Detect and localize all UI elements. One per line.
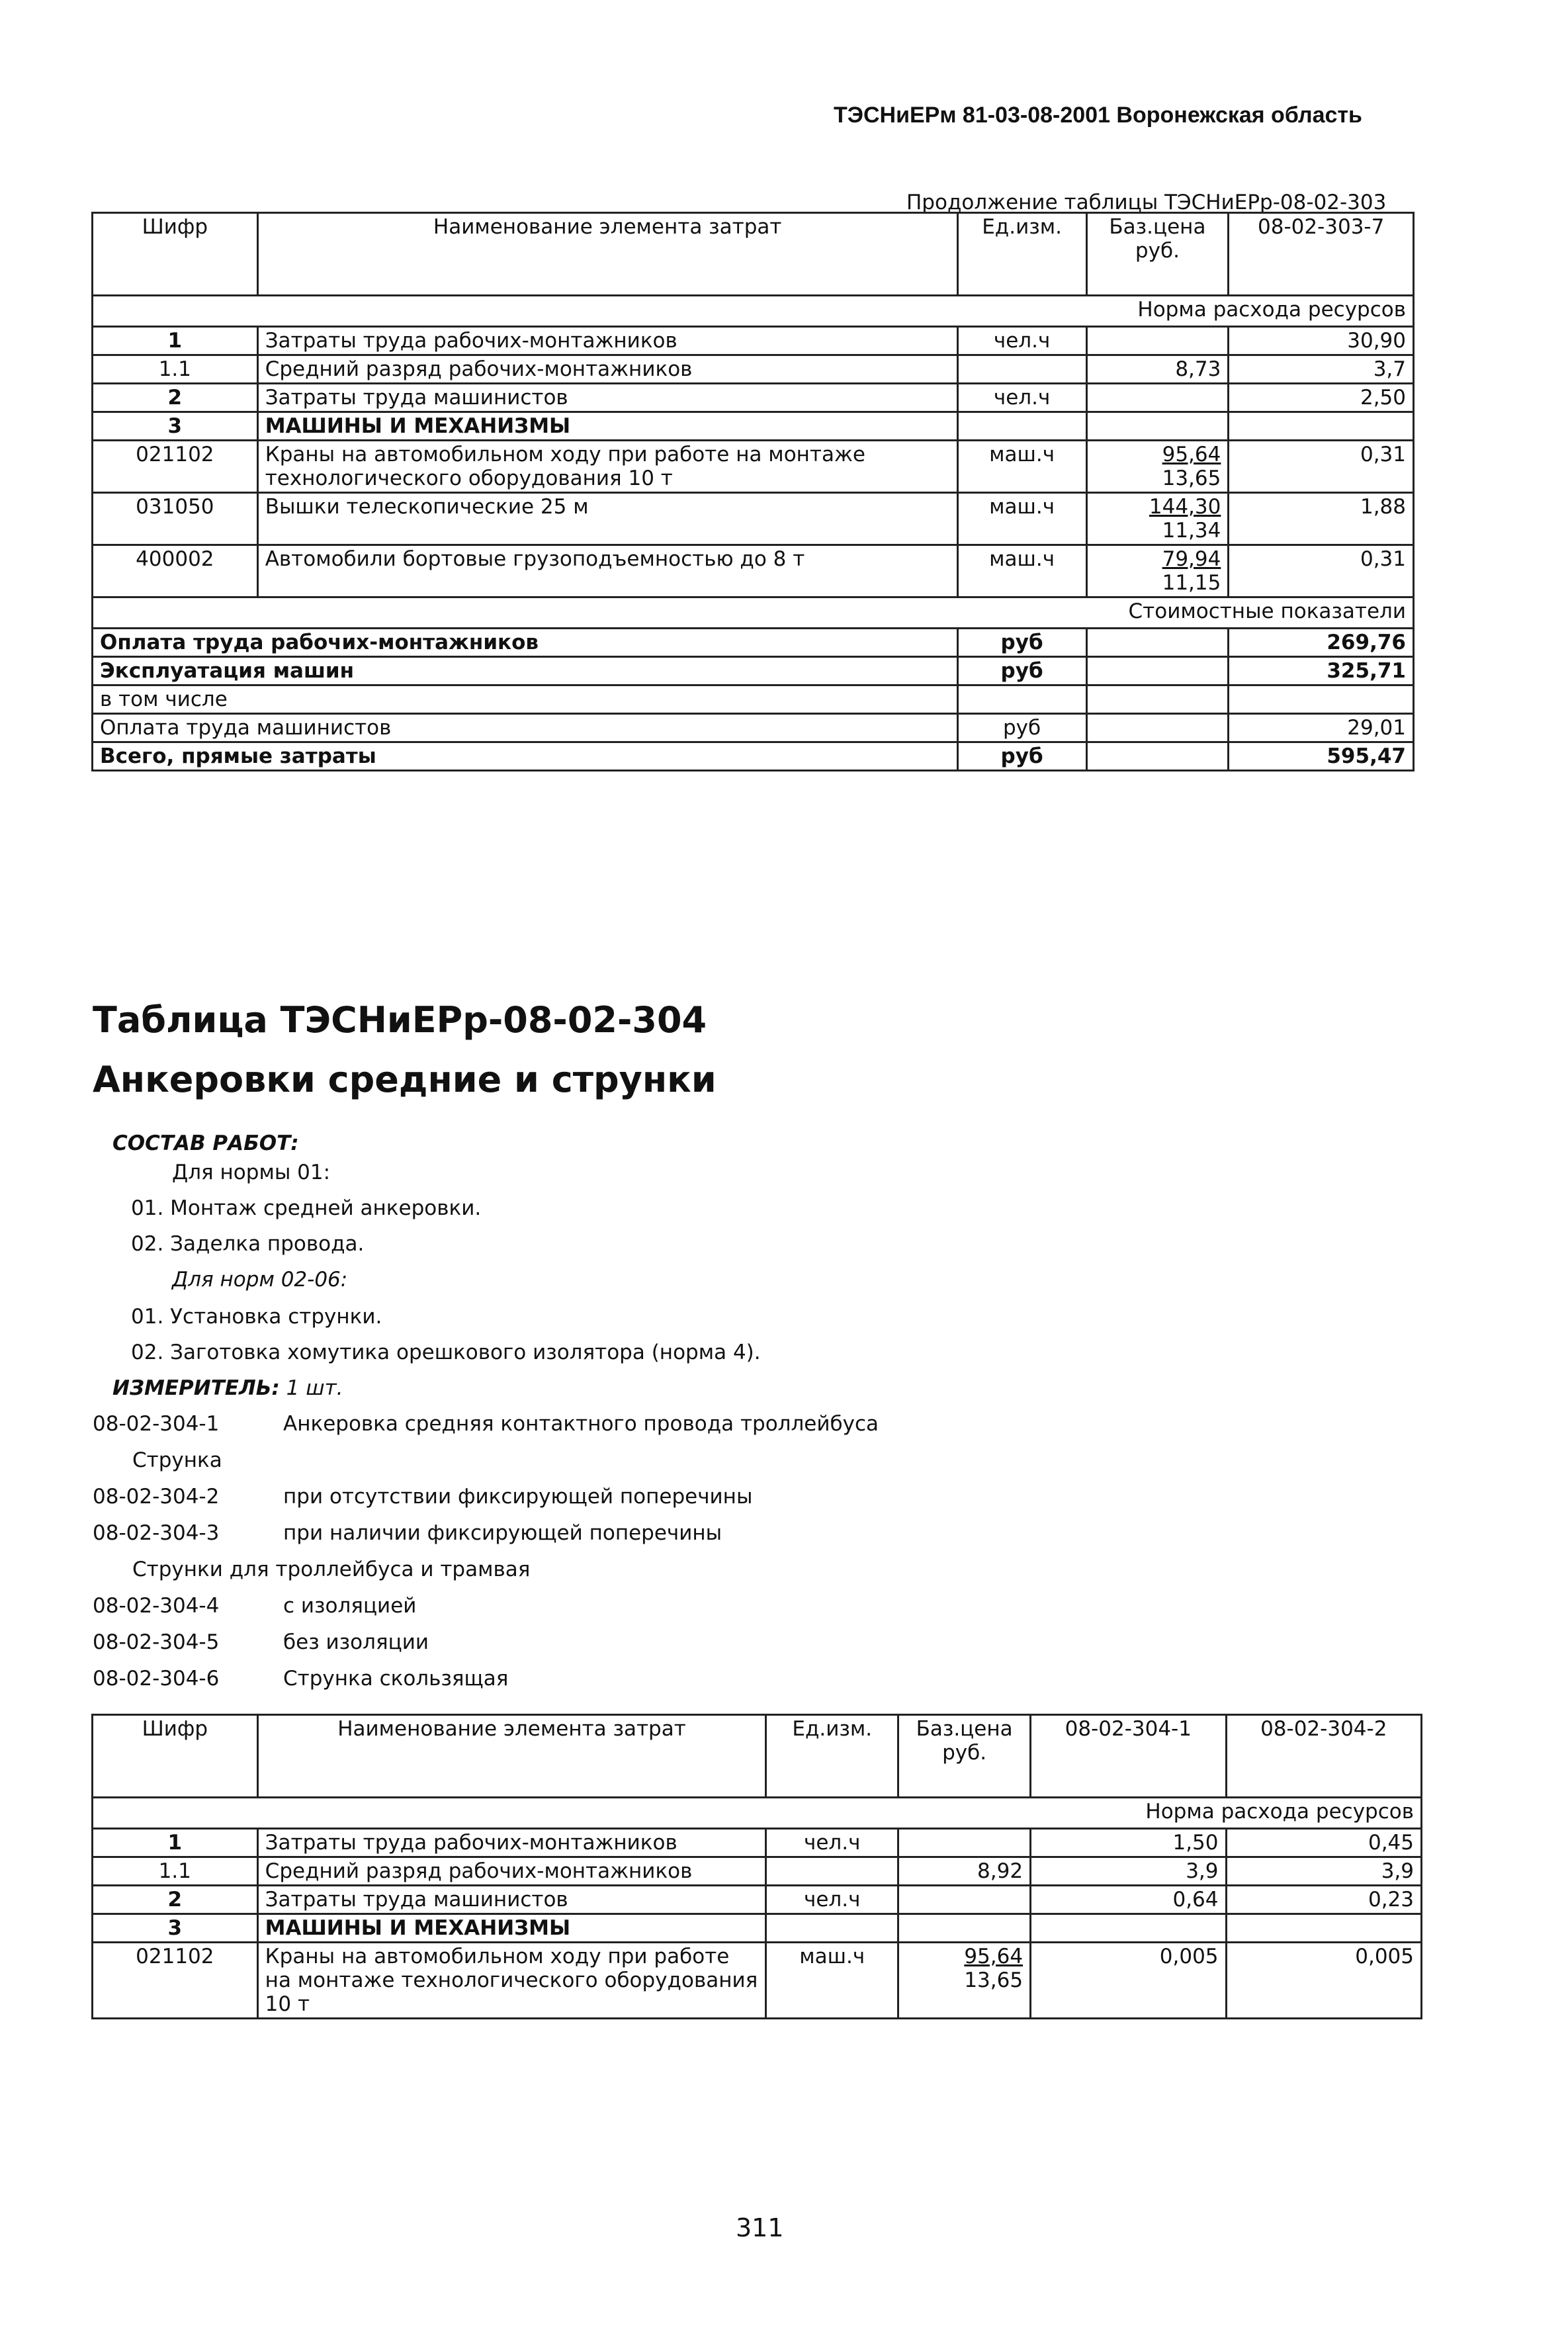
col-norm-header: 08-02-303-7: [1229, 213, 1414, 296]
row-value-1: 1,50: [1031, 1829, 1226, 1857]
row-value-2: 3,9: [1226, 1857, 1421, 1886]
col-name-header: Наименование элемента затрат: [257, 1715, 766, 1798]
cost-name: Всего, прямые затраты: [93, 742, 958, 771]
norm-text: без изоляции: [283, 1630, 429, 1654]
table-row: [93, 1914, 1422, 1943]
cost-empty: [1086, 657, 1229, 685]
row-value-1: 3,9: [1031, 1857, 1226, 1886]
norm-code: 08-02-304-4: [93, 1594, 220, 1618]
cost-name: Эксплуатация машин: [93, 657, 958, 685]
row-unit: [766, 1914, 898, 1943]
row-unit: чел.ч: [957, 327, 1086, 355]
row-unit: чел.ч: [957, 384, 1086, 412]
table-subtitle: Анкеровки средние и струнки: [93, 1059, 717, 1100]
row-name: Затраты труда машинистов: [257, 1886, 766, 1914]
price-main: 144,30: [1149, 495, 1221, 519]
row-value: 0,31: [1229, 545, 1414, 597]
row-name: Средний разряд рабочих-монтажников: [257, 355, 957, 384]
cost-unit: руб: [957, 629, 1086, 657]
row-code: 021102: [93, 1943, 258, 2019]
norm01-item: 02. Заделка провода.: [131, 1232, 365, 1256]
norm01-item: 01. Монтаж средней анкеровки.: [131, 1196, 482, 1220]
price-main: 95,64: [964, 1945, 1024, 1968]
table-row: [93, 355, 1414, 384]
norm-code: 08-02-304-1: [93, 1412, 220, 1436]
row-code: 1.1: [93, 355, 258, 384]
col-price-header: Баз.цена руб.: [898, 1715, 1031, 1798]
row-code: 2: [93, 384, 258, 412]
row-price: [898, 1857, 1031, 1886]
row-unit: маш.ч: [766, 1943, 898, 2019]
table-row: [93, 412, 1414, 441]
row-unit: маш.ч: [957, 441, 1086, 493]
row-price: [1086, 441, 1229, 493]
col-unit-header: Ед.изм.: [766, 1715, 898, 1798]
row-name: Затраты труда рабочих-монтажников: [257, 1829, 766, 1857]
cost-row: [93, 657, 1414, 685]
cost-empty: [1086, 714, 1229, 742]
row-price: [898, 1886, 1031, 1914]
cost-empty: [1086, 685, 1229, 714]
row-name: МАШИНЫ И МЕХАНИЗМЫ: [257, 412, 957, 441]
row-value-2: 0,23: [1226, 1886, 1421, 1914]
norm-code: 08-02-304-6: [93, 1667, 220, 1691]
row-code: 1.1: [93, 1857, 258, 1886]
row-unit: маш.ч: [957, 493, 1086, 545]
table-row: [93, 327, 1414, 355]
norm-text: с изоляцией: [283, 1594, 417, 1618]
row-price: [898, 1914, 1031, 1943]
row-price: [898, 1943, 1031, 2019]
resource-table-303: [91, 212, 1415, 771]
row-value: 1,88: [1229, 493, 1414, 545]
table-title: Таблица ТЭСНиЕРр-08-02-304: [93, 999, 707, 1041]
norm-text: Струнка: [132, 1448, 222, 1472]
table-row: [93, 1943, 1422, 2019]
price-main: 79,94: [1162, 547, 1221, 571]
col-norm1-header: 08-02-304-1: [1031, 1715, 1226, 1798]
price-wage: 11,34: [1162, 519, 1221, 543]
section-row-norms: [93, 1798, 1422, 1829]
row-code: 2: [93, 1886, 258, 1914]
row-unit: маш.ч: [957, 545, 1086, 597]
row-price: [1086, 545, 1229, 597]
row-value-1: [1031, 1914, 1226, 1943]
row-value-2: 0,005: [1226, 1943, 1421, 2019]
price-wage: 11,15: [1162, 571, 1221, 595]
cost-unit: руб: [957, 742, 1086, 771]
table-row: [93, 493, 1414, 545]
norm-text: при наличии фиксирующей поперечины: [283, 1521, 722, 1545]
row-name: Средний разряд рабочих-монтажников: [257, 1857, 766, 1886]
row-name: Вышки телескопические 25 м: [257, 493, 957, 545]
row-name: МАШИНЫ И МЕХАНИЗМЫ: [257, 1914, 766, 1943]
row-unit: чел.ч: [766, 1886, 898, 1914]
row-code: 3: [93, 1914, 258, 1943]
row-unit: чел.ч: [766, 1829, 898, 1857]
table-header-row: [93, 213, 1414, 296]
col-price-header: Баз.цена руб.: [1086, 213, 1229, 296]
resource-table-304: [91, 1714, 1422, 2019]
cost-value: 325,71: [1229, 657, 1414, 685]
section-norms-label: Норма расхода ресурсов: [93, 296, 1414, 327]
table-row: [93, 545, 1414, 597]
row-value-1: 0,64: [1031, 1886, 1226, 1914]
section-row-costs: [93, 597, 1414, 629]
measure-value: 1 шт.: [286, 1376, 343, 1400]
cost-unit: руб: [957, 657, 1086, 685]
section-costs-label: Стоимостные показатели: [93, 597, 1414, 629]
table-row: [93, 1829, 1422, 1857]
row-value: 30,90: [1229, 327, 1414, 355]
cost-name: Оплата труда рабочих-монтажников: [93, 629, 958, 657]
row-name: Автомобили бортовые грузоподъемностью до 8 т: [257, 545, 957, 597]
row-name: Затраты труда машинистов: [257, 384, 957, 412]
cost-name: Оплата труда машинистов: [93, 714, 958, 742]
row-value-2: 0,45: [1226, 1829, 1421, 1857]
norm02-label: Для норм 02-06:: [172, 1268, 348, 1292]
table-header-row: [93, 1715, 1422, 1798]
cost-row: [93, 629, 1414, 657]
row-price: [1086, 384, 1229, 412]
row-value: 0,31: [1229, 441, 1414, 493]
table-continuation-label: Продолжение таблицы ТЭСНиЕРр-08-02-303: [906, 191, 1387, 214]
cost-value: 269,76: [1229, 629, 1414, 657]
norm-code: 08-02-304-3: [93, 1521, 220, 1545]
row-code: 3: [93, 412, 258, 441]
row-name: Краны на автомобильном ходу при работе на монтаже технологического оборудования 10 т: [257, 1943, 766, 2019]
table-row: [93, 384, 1414, 412]
norm02-item: 01. Установка струнки.: [131, 1305, 382, 1329]
row-price: [1086, 355, 1229, 384]
norm-code: 08-02-304-2: [93, 1485, 220, 1509]
norm-text: при отсутствии фиксирующей поперечины: [283, 1485, 753, 1509]
norm-code: 08-02-304-5: [93, 1630, 220, 1654]
row-code: 400002: [93, 545, 258, 597]
section-norms-label: Норма расхода ресурсов: [93, 1798, 1422, 1829]
cost-row: [93, 742, 1414, 771]
cost-value: 29,01: [1229, 714, 1414, 742]
row-value: [1229, 412, 1414, 441]
norm02-item: 02. Заготовка хомутика орешкового изолятора (норма 4).: [131, 1341, 761, 1364]
row-value-2: [1226, 1914, 1421, 1943]
row-price: [1086, 412, 1229, 441]
row-name: Краны на автомобильном ходу при работе на монтаже технологического оборудования 10 т: [257, 441, 957, 493]
col-name-header: Наименование элемента затрат: [257, 213, 957, 296]
cost-empty: [1086, 629, 1229, 657]
cost-row: [93, 714, 1414, 742]
cost-name: в том числе: [93, 685, 958, 714]
row-code: 1: [93, 1829, 258, 1857]
row-value: 3,7: [1229, 355, 1414, 384]
row-code: 021102: [93, 441, 258, 493]
cost-value: [1229, 685, 1414, 714]
row-value: 2,50: [1229, 384, 1414, 412]
row-value-1: 0,005: [1031, 1943, 1226, 2019]
row-name: Затраты труда рабочих-монтажников: [257, 327, 957, 355]
row-unit: [957, 412, 1086, 441]
document-header: ТЭСНиЕРм 81-03-08-2001 Воронежская область: [834, 103, 1362, 128]
table-row: [93, 441, 1414, 493]
row-unit: [766, 1857, 898, 1886]
col-norm2-header: 08-02-304-2: [1226, 1715, 1421, 1798]
row-code: 1: [93, 327, 258, 355]
row-unit: [957, 355, 1086, 384]
norm-text: Струнка скользящая: [283, 1667, 509, 1691]
row-price: [1086, 493, 1229, 545]
row-code: 031050: [93, 493, 258, 545]
norm-text: Струнки для троллейбуса и трамвая: [132, 1558, 531, 1581]
price-wage: 13,65: [964, 1968, 1024, 1992]
price-wage: 13,65: [1162, 466, 1221, 490]
price-main: 8,73: [1175, 357, 1221, 381]
cost-value: 595,47: [1229, 742, 1414, 771]
price-main: 8,92: [977, 1859, 1024, 1883]
work-composition-label: СОСТАВ РАБОТ:: [112, 1131, 299, 1155]
norm01-label: Для нормы 01:: [172, 1161, 331, 1184]
table-row: [93, 1886, 1422, 1914]
measure-line: [112, 1376, 343, 1400]
row-price: [898, 1829, 1031, 1857]
table-row: [93, 1857, 1422, 1886]
col-unit-header: Ед.изм.: [957, 213, 1086, 296]
cost-row: [93, 685, 1414, 714]
norm-text: Анкеровка средняя контактного провода троллейбуса: [283, 1412, 879, 1436]
cost-unit: [957, 685, 1086, 714]
row-price: [1086, 327, 1229, 355]
price-main: 95,64: [1162, 443, 1221, 466]
col-code-header: Шифр: [93, 1715, 258, 1798]
cost-empty: [1086, 742, 1229, 771]
measure-label: ИЗМЕРИТЕЛЬ:: [112, 1376, 280, 1400]
section-row-norms: [93, 296, 1414, 327]
col-code-header: Шифр: [93, 213, 258, 296]
cost-unit: руб: [957, 714, 1086, 742]
page-number: 311: [736, 2213, 784, 2242]
